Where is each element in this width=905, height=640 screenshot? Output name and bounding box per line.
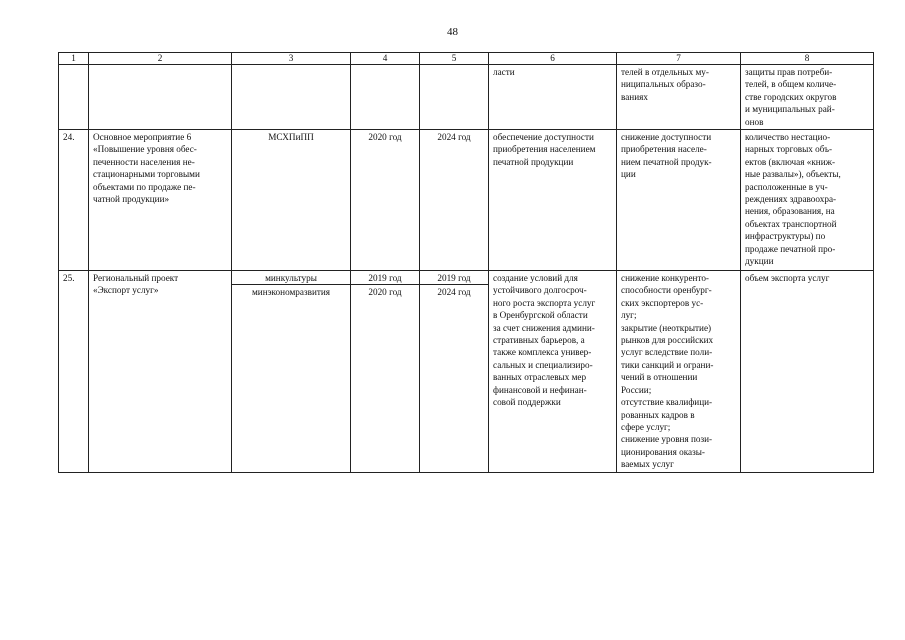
measures-table <box>58 52 874 473</box>
end-year: 2024 год <box>420 130 489 271</box>
table-row-continuation <box>59 65 874 130</box>
end-year-1: 2019 год <box>437 273 471 284</box>
col-header-5: 5 <box>420 53 489 65</box>
header-row <box>59 53 874 65</box>
cell-empty <box>232 65 351 130</box>
cell-empty <box>89 65 232 130</box>
start-year: 2020 год <box>351 130 420 271</box>
cell-empty <box>420 65 489 130</box>
start-year-1: 2019 год <box>368 273 402 284</box>
executor-1: минкультуры <box>265 273 317 284</box>
expected-result: обеспечение доступности приобретения населением печатной продукции <box>489 130 617 271</box>
start-year-cell <box>351 271 420 473</box>
end-year-2: 2024 год <box>420 284 488 298</box>
cont-result: ласти <box>489 65 617 130</box>
row-number: 25. <box>59 271 89 473</box>
col-header-3: 3 <box>232 53 351 65</box>
start-year-2: 2020 год <box>351 284 419 298</box>
col-header-8: 8 <box>741 53 874 65</box>
col-header-6: 6 <box>489 53 617 65</box>
col-header-7: 7 <box>617 53 741 65</box>
indicator: объем экспорта услуг <box>741 271 874 473</box>
cell-empty <box>351 65 420 130</box>
col-header-2: 2 <box>89 53 232 65</box>
cont-indicator: защиты прав потреби- телей, в общем количе- стве городских округов и муниципальных рай- онов <box>741 65 874 130</box>
table-row-24 <box>59 130 874 271</box>
cont-consequence: телей в отдельных му- ниципальных образо- ваниях <box>617 65 741 130</box>
page-number: 48 <box>447 26 458 38</box>
consequence: снижение доступности приобретения населе- нием печатной продук- ции <box>617 130 741 271</box>
indicator: количество нестацио- нарных торговых объ- ектов (включая «книж- ные развалы»), объекты, расположенные в уч- реждениях здравоохра- нения, образования, на объектах транспортной инфраструктуры) по продаже печатной про- дукции <box>741 130 874 271</box>
cell-empty <box>59 65 89 130</box>
table-row-25 <box>59 271 874 473</box>
executor: МСХПиПП <box>232 130 351 271</box>
expected-result: создание условий для устойчивого долгосроч- ного роста экспорта услуг в Оренбургской области за счет снижения админи- стративных барьеров, а также комплекса универ- сальных и специализиро- ванных отраслевых мер финансовой и нефинан- совой поддержки <box>489 271 617 473</box>
executor-cell <box>232 271 351 473</box>
executor-2: минэкономразвития <box>232 284 350 298</box>
measure-name: Основное мероприятие 6 «Повышение уровня обес- печенности населения не- стационарными торговыми объектами по продаже пе- чатной продукции» <box>89 130 232 271</box>
col-header-1: 1 <box>59 53 89 65</box>
col-header-4: 4 <box>351 53 420 65</box>
row-number: 24. <box>59 130 89 271</box>
end-year-cell <box>420 271 489 473</box>
measure-name: Региональный проект «Экспорт услуг» <box>89 271 232 473</box>
consequence: снижение конкуренто- способности оренбург- ских экспортеров ус- луг; закрытие (неоткрытие) рынков для российских услуг вследствие поли- тики санкций и ограни- чений в отношении России; отсутствие квалифици- рованных кадров в сфере услуг; снижение уровня пози- ционирования оказы- ваемых услуг <box>617 271 741 473</box>
